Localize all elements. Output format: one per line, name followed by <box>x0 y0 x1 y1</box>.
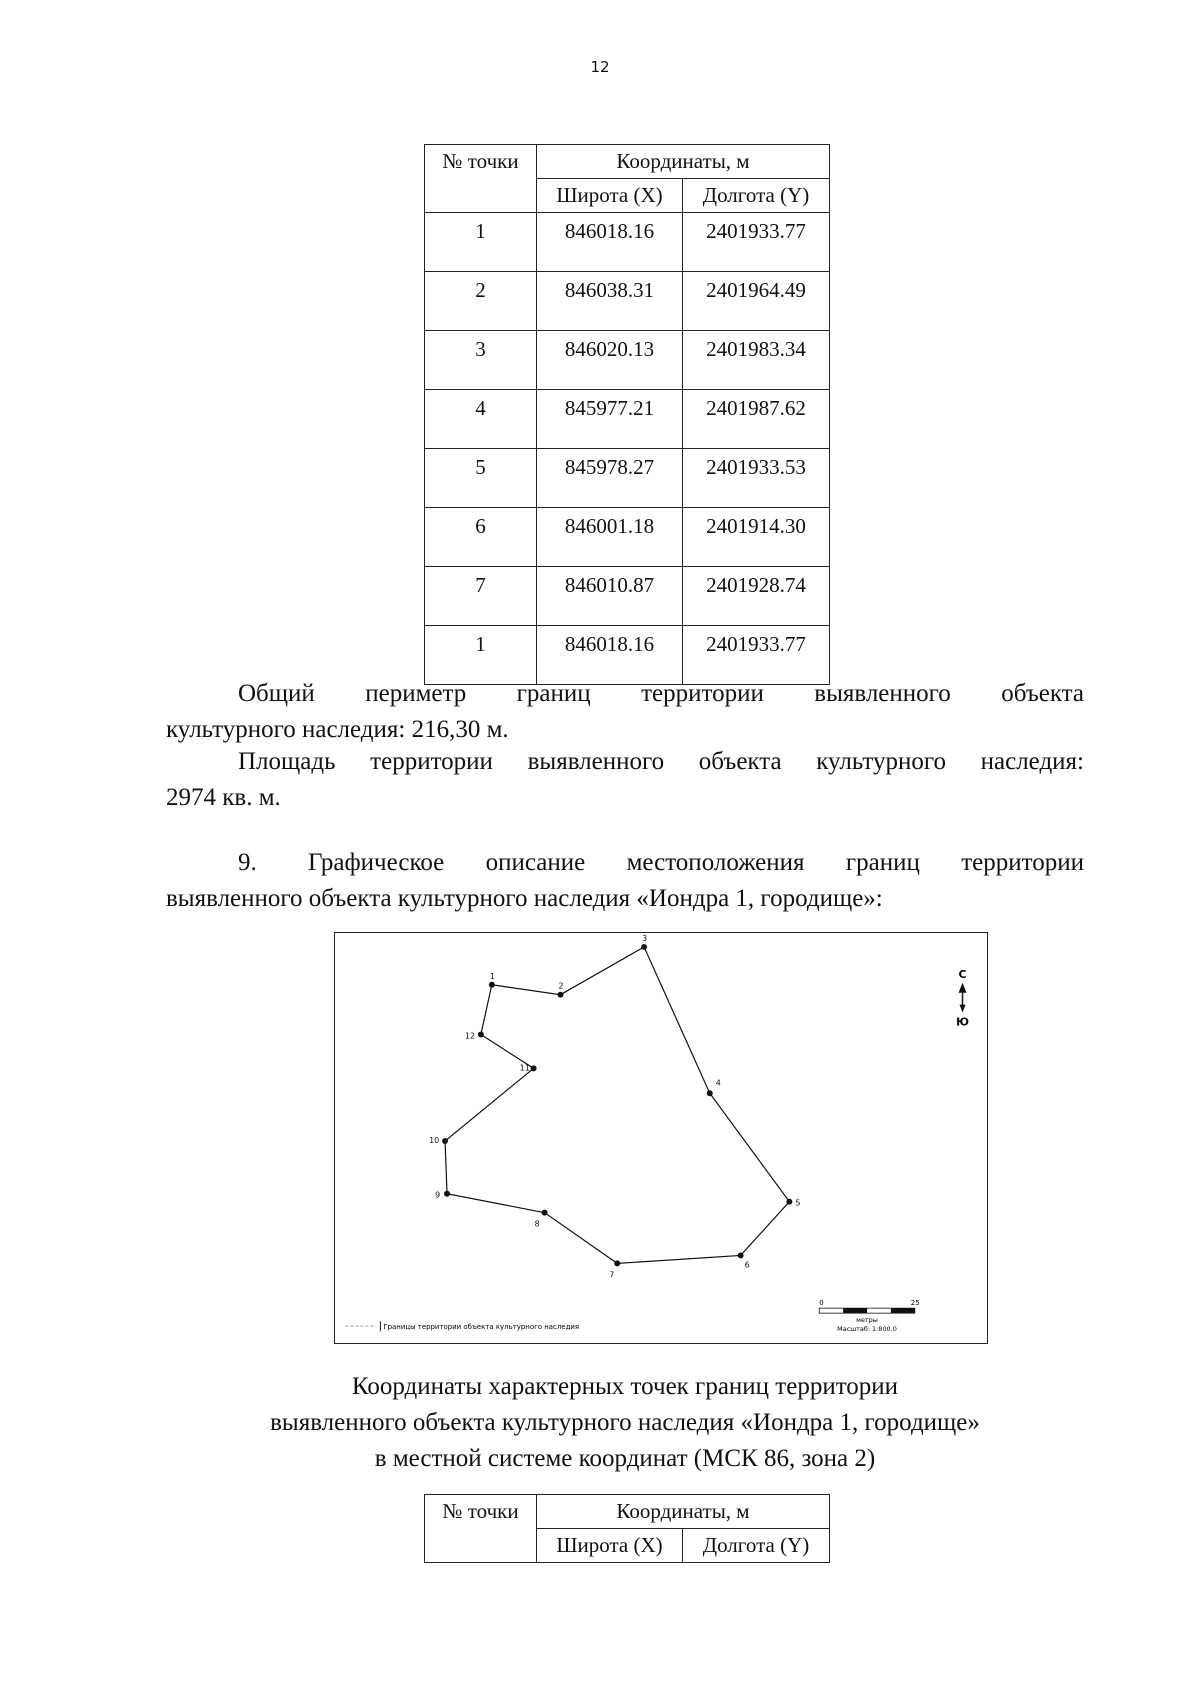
boundary-point-label: 7 <box>609 1270 615 1280</box>
coordinates-table-1 <box>424 144 830 685</box>
item-9-number: 9. <box>238 849 257 876</box>
boundary-point-label: 3 <box>642 933 648 943</box>
item-9-line2: выявленного объекта культурного наследия «Иондра 1, городище»: <box>166 885 883 912</box>
point-number-cell: 7 <box>425 567 537 626</box>
point-number-cell: 2 <box>425 272 537 331</box>
table-row <box>425 272 830 331</box>
header-coordinates: Координаты, м <box>537 1495 830 1529</box>
boundary-point-label: 9 <box>435 1190 441 1200</box>
legend <box>346 1321 580 1331</box>
boundary-point-label: 5 <box>795 1198 801 1208</box>
latitude-cell: 845977.21 <box>537 390 683 449</box>
boundary-point-label: 12 <box>464 1031 476 1041</box>
boundary-point-marker <box>478 1032 484 1038</box>
scale-max: 25 <box>910 1299 920 1308</box>
boundary-point-marker <box>444 1191 450 1197</box>
boundary-map-figure <box>334 932 988 1344</box>
caption-line1: Координаты характерных точек границ территории <box>351 1373 899 1400</box>
item-9-line1: Графическое описание местоположения границ территории <box>308 849 1084 876</box>
boundary-point-marker <box>614 1260 620 1266</box>
item-9-paragraph <box>166 845 1084 917</box>
boundary-point-label: 6 <box>744 1260 750 1270</box>
point-number-cell: 1 <box>425 213 537 272</box>
latitude-cell: 846018.16 <box>537 626 683 685</box>
longitude-cell: 2401933.77 <box>683 213 830 272</box>
boundary-point-marker <box>786 1199 792 1205</box>
header-longitude: Долгота (Y) <box>683 179 830 213</box>
boundary-point-label: 2 <box>558 981 564 991</box>
area-text-line2: 2974 кв. м. <box>166 784 281 811</box>
point-number-cell: 5 <box>425 449 537 508</box>
boundary-point-label: 4 <box>715 1078 721 1088</box>
header-coordinates: Координаты, м <box>537 145 830 179</box>
boundary-point-marker <box>558 992 564 998</box>
boundary-point-marker <box>542 1210 548 1216</box>
scale-zero: 0 <box>819 1299 824 1308</box>
longitude-cell: 2401983.34 <box>683 331 830 390</box>
boundary-point-label: 1 <box>489 971 495 981</box>
point-number-cell: 4 <box>425 390 537 449</box>
perimeter-paragraph <box>166 676 1084 748</box>
south-label: Ю <box>956 1015 969 1029</box>
boundary-point-marker <box>738 1252 744 1258</box>
longitude-cell: 2401987.62 <box>683 390 830 449</box>
area-text-line1: Площадь территории выявленного объекта культурного наследия: <box>238 748 1084 775</box>
legend-label: Границы территории объекта культурного наследия <box>383 1323 580 1332</box>
point-number-cell: 3 <box>425 331 537 390</box>
north-label: С <box>958 967 967 981</box>
boundary-point-label: 10 <box>429 1135 440 1145</box>
latitude-cell: 846010.87 <box>537 567 683 626</box>
longitude-cell: 2401964.49 <box>683 272 830 331</box>
header-point-number: № точки <box>425 1495 537 1563</box>
perimeter-text-line2: культурного наследия: 216,30 м. <box>166 716 509 743</box>
caption-line3: в местной системе координат (МСК 86, зона 2) <box>374 1445 876 1472</box>
latitude-cell: 846001.18 <box>537 508 683 567</box>
header-latitude: Широта (X) <box>537 179 683 213</box>
longitude-cell: 2401914.30 <box>683 508 830 567</box>
latitude-cell: 846018.16 <box>537 213 683 272</box>
table-row <box>425 390 830 449</box>
longitude-cell: 2401933.77 <box>683 626 830 685</box>
boundary-point-marker <box>707 1090 713 1096</box>
boundary-point-marker <box>442 1138 448 1144</box>
header-latitude: Широта (X) <box>537 1529 683 1563</box>
point-number-cell: 1 <box>425 626 537 685</box>
boundary-points <box>429 934 800 1279</box>
header-point-number: № точки <box>425 145 537 213</box>
point-number-cell: 6 <box>425 508 537 567</box>
page-number: 12 <box>590 58 610 76</box>
header-longitude: Долгота (Y) <box>683 1529 830 1563</box>
boundary-point-label: 11 <box>519 1063 530 1073</box>
scale-unit: метры <box>856 1316 878 1325</box>
latitude-cell: 846038.31 <box>537 272 683 331</box>
latitude-cell: 846020.13 <box>537 331 683 390</box>
table-row <box>425 213 830 272</box>
coordinates-table-2 <box>424 1494 830 1563</box>
boundary-point-marker <box>641 944 647 950</box>
latitude-cell: 845978.27 <box>537 449 683 508</box>
table-row <box>425 331 830 390</box>
table-row <box>425 449 830 508</box>
north-arrow-icon <box>956 968 969 1029</box>
boundary-point-label: 8 <box>534 1219 540 1229</box>
boundary-point-marker <box>489 982 495 988</box>
table-row <box>425 508 830 567</box>
longitude-cell: 2401928.74 <box>683 567 830 626</box>
boundary-polygon <box>445 947 789 1263</box>
scale-text: Масштаб: 1:800.0 <box>837 1325 897 1334</box>
area-paragraph <box>166 744 1084 816</box>
table-2-caption <box>166 1369 1084 1477</box>
perimeter-text-line1: Общий периметр границ территории выявленного объекта <box>238 680 1084 707</box>
boundary-point-marker <box>531 1065 537 1071</box>
caption-line2: выявленного объекта культурного наследия «Иондра 1, городище» <box>270 1409 980 1436</box>
table-row <box>425 567 830 626</box>
longitude-cell: 2401933.53 <box>683 449 830 508</box>
boundary-map <box>335 933 987 1343</box>
scale-bar <box>819 1299 919 1333</box>
